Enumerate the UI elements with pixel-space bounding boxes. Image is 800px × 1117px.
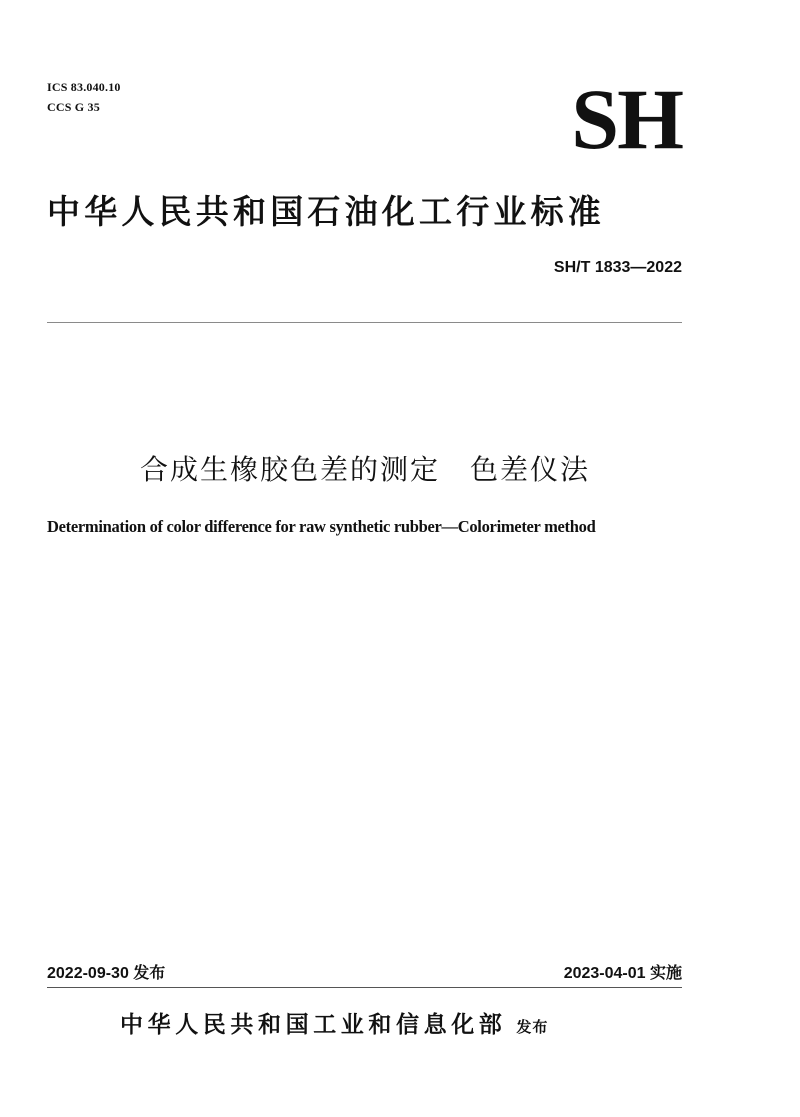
standard-number: SH/T 1833—2022	[553, 259, 682, 276]
bottom-divider	[47, 987, 682, 988]
ccs-code: CCS G 35	[47, 100, 100, 114]
publisher-suffix: 发布	[516, 1018, 549, 1036]
implementation-date: 2023-04-01 实施	[563, 965, 682, 982]
sh-logo: SH	[571, 71, 682, 167]
standard-category-title: 中华人民共和国石油化工行业标准	[47, 192, 605, 231]
ics-code: ICS 83.040.10	[47, 80, 121, 94]
english-title: Determination of color difference for raw synthetic rubber—Colorimeter method	[47, 517, 596, 536]
issue-date: 2022-09-30 发布	[47, 965, 166, 982]
chinese-title: 合成生橡胶色差的测定 色差仪法	[139, 453, 590, 486]
publisher	[120, 1010, 548, 1042]
top-divider	[47, 322, 682, 323]
publisher-name: 中华人民共和国工业和信息化部	[120, 1012, 507, 1038]
